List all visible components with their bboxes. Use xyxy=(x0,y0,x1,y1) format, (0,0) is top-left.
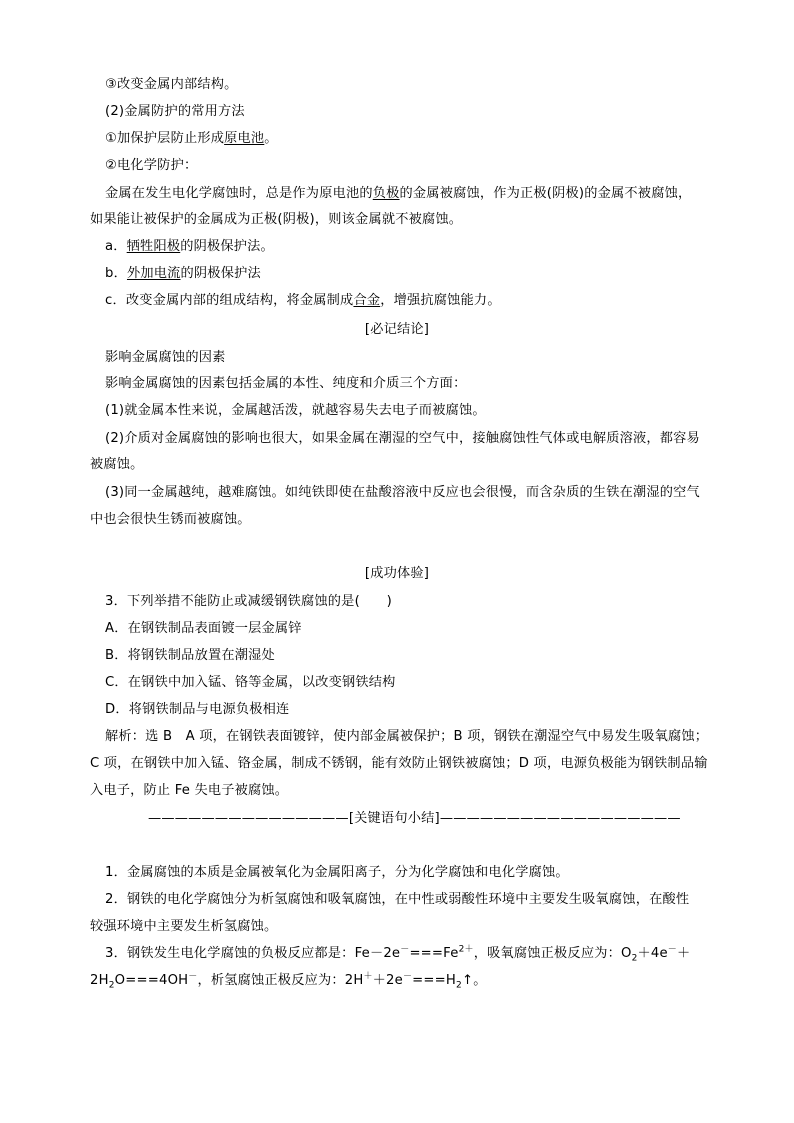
text-line: 如果能让被保护的金属成为正极(阴极)，则该金属就不被腐蚀。 xyxy=(90,212,463,227)
summary-item: 较强环境中主要发生析氢腐蚀。 xyxy=(90,919,278,934)
text-line: 金属在发生电化学腐蚀时，总是作为原电池的负极的金属被腐蚀，作为正极(阴极)的金属不被腐蚀， xyxy=(105,186,692,201)
text-line: 被腐蚀。 xyxy=(90,457,144,472)
section-heading: [必记结论] xyxy=(364,322,430,337)
underlined-term: 负极 xyxy=(372,186,400,201)
text-line: ②电化学防护： xyxy=(105,158,198,173)
text-line: (1)就金属本性来说，金属越活泼，就越容易失去电子而被腐蚀。 xyxy=(105,403,486,418)
section-divider xyxy=(148,810,681,828)
text-line: 中也会很快生锈而被腐蚀。 xyxy=(90,512,251,527)
text-line: ①加保护层防止形成原电池。 xyxy=(105,131,278,146)
section-heading: [关键语句小结] xyxy=(348,811,440,826)
explanation-line: C 项，在钢铁中加入锰、铬金属，制成不锈钢，能有效防止钢铁被腐蚀；D 项，电源负极能为钢铁制品输 xyxy=(90,756,708,771)
text-line: (2)介质对金属腐蚀的影响也很大，如果金属在潮湿的空气中，接触腐蚀性气体或电解质溶液，都容易 xyxy=(105,431,700,446)
underlined-term: 原电池 xyxy=(224,131,265,146)
answer-option: C．在钢铁中加入锰、铬等金属，以改变钢铁结构 xyxy=(105,675,396,690)
underlined-term: 牺牲阳极 xyxy=(126,239,181,254)
text-line: 影响金属腐蚀的因素包括金属的本性、纯度和介质三个方面： xyxy=(105,376,467,391)
text-line: 影响金属腐蚀的因素 xyxy=(105,350,226,365)
text-line: b．外加电流的阴极保护法 xyxy=(105,266,261,281)
text-line: (2)金属防护的常用方法 xyxy=(105,104,245,119)
text-line: a．牺牲阳极的阴极保护法。 xyxy=(105,239,274,254)
question-stem: 3．下列举措不能防止或减缓钢铁腐蚀的是( ) xyxy=(105,594,393,609)
answer-option: A．在钢铁制品表面镀一层金属锌 xyxy=(105,621,302,636)
divider-right: —————————————————— xyxy=(439,811,681,826)
summary-item: 1．金属腐蚀的本质是金属被氧化为金属阳离子，分为化学腐蚀和电化学腐蚀。 xyxy=(105,865,569,880)
answer-option: D．将钢铁制品与电源负极相连 xyxy=(105,702,290,717)
equation-line: 3．钢铁发生电化学腐蚀的负极反应都是：$Fe-2e^-===Fe^{2+}$，吸氧腐蚀正极反应为：$O_2+4e^-+$ xyxy=(105,944,691,964)
explanation-line: 入电子，防止 Fe 失电子被腐蚀。 xyxy=(90,783,289,798)
divider-left: ——————————————— xyxy=(148,811,349,826)
summary-item: 2．钢铁的电化学腐蚀分为析氢腐蚀和吸氧腐蚀，在中性或弱酸性环境中主要发生吸氧腐蚀，在酸性 xyxy=(105,892,690,907)
underlined-term: 外加电流 xyxy=(126,266,181,281)
section-heading: [成功体验] xyxy=(364,566,430,581)
explanation-line: 解析：选 B A 项，在钢铁表面镀锌，使内部金属被保护；B 项，钢铁在潮湿空气中易发生吸氧腐蚀； xyxy=(105,729,709,744)
underlined-term: 合金 xyxy=(353,293,381,308)
text-line: c．改变金属内部的组成结构，将金属制成合金，增强抗腐蚀能力。 xyxy=(105,293,501,308)
equation-line: $2H_2O===4OH^-$，析氢腐蚀正极反应为：$2H^++2e^-===H_2↑$。 xyxy=(90,971,487,991)
text-line: ③改变金属内部结构。 xyxy=(105,77,238,92)
answer-option: B．将钢铁制品放置在潮湿处 xyxy=(105,648,275,663)
text-line: (3)同一金属越纯，越难腐蚀。如纯铁即使在盐酸溶液中反应也会很慢，而含杂质的生铁在潮湿的空气 xyxy=(105,485,700,500)
